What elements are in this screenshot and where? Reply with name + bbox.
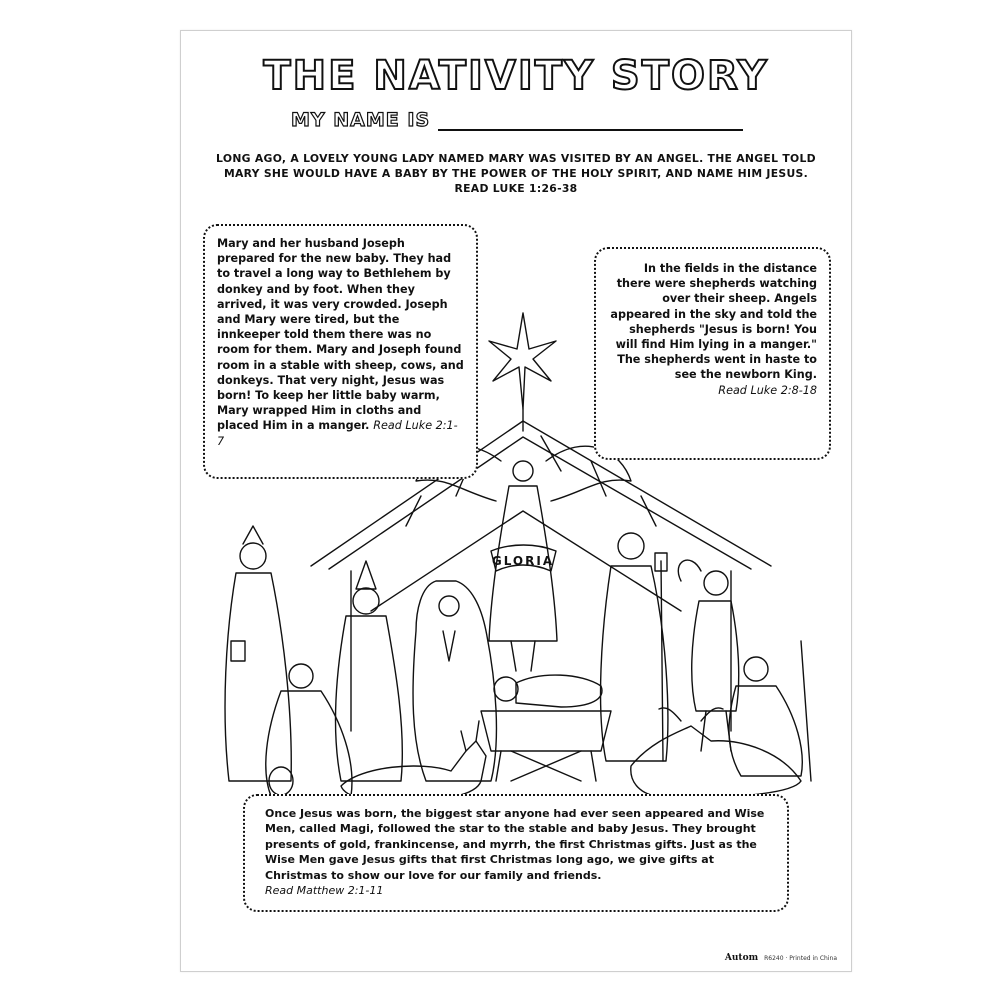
coloring-sheet — [180, 30, 852, 972]
baby-jesus-icon — [494, 675, 602, 707]
gloria-banner: GLORIA — [491, 554, 555, 568]
story-box-magi — [243, 794, 789, 912]
name-row — [291, 109, 743, 131]
journey-reference: Read Luke 2:1-7 — [217, 419, 458, 448]
journey-text: Mary and her husband Joseph prepared for the new baby. They had to travel a long way to Bethlehem by donkey and by foot. When they arrived, it was very crowded. Joseph and Mary were tired, but the innkeeper told them there was no room for them. Mary and Joseph found room in a stable with sheep, cows, and donkeys. That very night, Jesus was born! To keep her little baby warm, Mary wrapped Him in cloths and placed Him in a manger. — [217, 237, 464, 433]
magi-reference: Read Matthew 2:1-11 — [265, 884, 384, 898]
donkey-icon — [341, 721, 486, 801]
footer — [725, 953, 837, 963]
intro-paragraph — [211, 151, 821, 196]
wise-man-mitre-icon — [336, 561, 403, 781]
joseph-icon — [601, 533, 668, 761]
shepherds-text: In the fields in the distance there were shepherds watching over their sheep. Angels appeared in the sky and told the shepherds "Jesus is born! You will find Him lying in a manger." The shepherds went in haste to see the newborn King. — [610, 262, 817, 382]
story-box-shepherds — [594, 247, 831, 460]
story-box-journey — [203, 224, 478, 479]
ox-icon — [631, 708, 801, 798]
shepherd-kneeling-icon — [729, 641, 811, 781]
magi-text: Once Jesus was born, the biggest star anyone had ever seen appeared and Wise Men, called Magi, followed the star to the stable and baby Jesus. They brought presents of gold, frankincense, and myrrh, the first Christmas gifts. Just as the Wise Men gave Jesus gifts that first Christmas long ago, we give gifts at Christmas to show our love for our family and friends. — [265, 807, 765, 882]
intro-text: LONG AGO, A LOVELY YOUNG LADY NAMED MARY WAS VISITED BY AN ANGEL. THE ANGEL TOLD MARY SHE WOULD HAVE A BABY BY THE POWER OF THE HOLY SPIRIT, AND NAME HIM JESUS. — [216, 152, 816, 180]
name-label: MY NAME IS — [291, 109, 431, 131]
manger-icon — [481, 711, 611, 781]
wise-man-standing-icon — [225, 526, 291, 781]
product-code: R6240 · Printed in China — [764, 954, 837, 962]
name-write-line[interactable] — [438, 113, 743, 131]
mary-icon — [413, 581, 496, 781]
wise-man-kneeling-icon — [266, 664, 352, 796]
star-icon — [489, 313, 556, 431]
page-title: THE NATIVITY STORY — [263, 53, 769, 99]
shepherds-reference: Read Luke 2:8-18 — [718, 383, 817, 397]
brand-logo: Autom — [724, 953, 759, 963]
intro-reference: READ LUKE 1:26-38 — [454, 182, 578, 195]
